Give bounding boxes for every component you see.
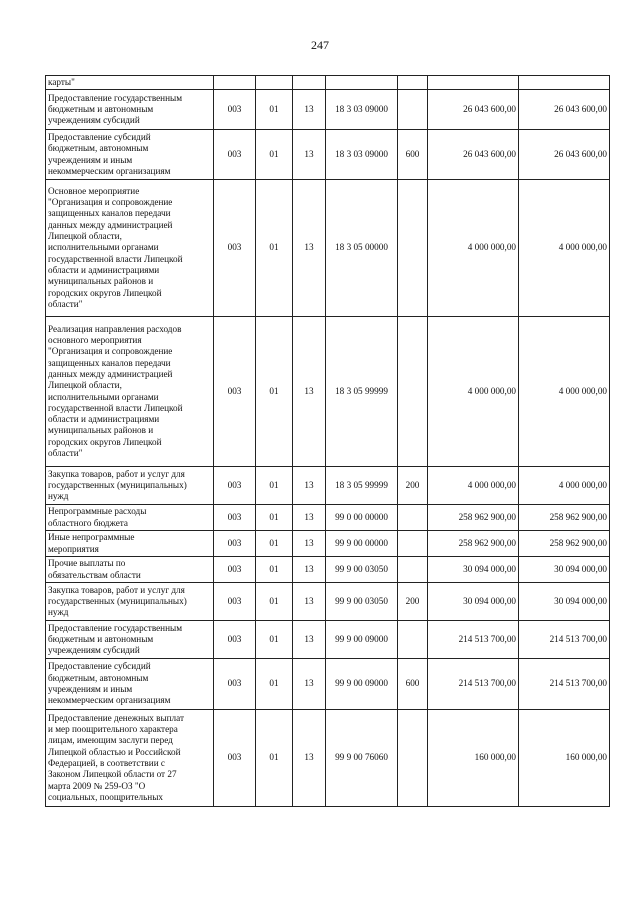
table-row xyxy=(46,76,610,90)
section-code: 01 xyxy=(256,180,293,317)
amount-second: 4 000 000,00 xyxy=(519,467,610,505)
table-row xyxy=(46,557,610,583)
subsection-code: 13 xyxy=(293,659,326,710)
table-row xyxy=(46,531,610,557)
target-article-code: 99 9 00 09000 xyxy=(326,621,398,659)
amount-first: 4 000 000,00 xyxy=(428,467,519,505)
section-code: 01 xyxy=(256,710,293,807)
dept-code: 003 xyxy=(214,130,256,180)
row-name: Реализация направления расходов основного мероприятия "Организация и сопровождение защищенных каналов передачи данных между администрацией Липецкой области, исполнительными органами государственной власти Липецкой области и администрациями муниципальных районов и городских округов Липецкой области" xyxy=(46,317,214,467)
row-name: Предоставление субсидий бюджетным, автономным учреждениям и иным некоммерческим организациям xyxy=(46,130,214,180)
expense-type-code xyxy=(398,531,428,557)
dept-code: 003 xyxy=(214,505,256,531)
expense-type-code xyxy=(398,317,428,467)
target-article-code: 18 3 03 09000 xyxy=(326,90,398,130)
table-row xyxy=(46,621,610,659)
table-row xyxy=(46,583,610,621)
section-code: 01 xyxy=(256,505,293,531)
expense-type-code xyxy=(398,90,428,130)
target-article-code: 99 9 00 76060 xyxy=(326,710,398,807)
subsection-code: 13 xyxy=(293,557,326,583)
amount-second: 258 962 900,00 xyxy=(519,505,610,531)
amount-second: 26 043 600,00 xyxy=(519,130,610,180)
row-name: Основное мероприятие "Организация и сопровождение защищенных каналов передачи данных между администрацией Липецкой области, исполнительными органами государственной власти Липецкой области и администрациями муниципальных районов и городских округов Липецкой области" xyxy=(46,180,214,317)
amount-second: 30 094 000,00 xyxy=(519,583,610,621)
expense-type-code: 200 xyxy=(398,467,428,505)
subsection-code: 13 xyxy=(293,180,326,317)
amount-first: 258 962 900,00 xyxy=(428,531,519,557)
table-row xyxy=(46,659,610,710)
table-row xyxy=(46,505,610,531)
expense-type-code xyxy=(398,710,428,807)
table-row xyxy=(46,90,610,130)
target-article-code xyxy=(326,76,398,90)
row-name: Закупка товаров, работ и услуг для государственных (муниципальных) нужд xyxy=(46,467,214,505)
section-code: 01 xyxy=(256,130,293,180)
section-code: 01 xyxy=(256,557,293,583)
budget-table xyxy=(45,75,610,807)
row-name: Непрограммные расходы областного бюджета xyxy=(46,505,214,531)
expense-type-code xyxy=(398,621,428,659)
subsection-code: 13 xyxy=(293,531,326,557)
amount-second: 30 094 000,00 xyxy=(519,557,610,583)
target-article-code: 99 9 00 03050 xyxy=(326,557,398,583)
row-name: Иные непрограммные мероприятия xyxy=(46,531,214,557)
dept-code: 003 xyxy=(214,710,256,807)
amount-first: 30 094 000,00 xyxy=(428,583,519,621)
row-name: Предоставление субсидий бюджетным, автономным учреждениям и иным некоммерческим организациям xyxy=(46,659,214,710)
expense-type-code: 200 xyxy=(398,583,428,621)
amount-second xyxy=(519,76,610,90)
dept-code: 003 xyxy=(214,659,256,710)
subsection-code: 13 xyxy=(293,467,326,505)
dept-code: 003 xyxy=(214,317,256,467)
table-row xyxy=(46,130,610,180)
row-name: Предоставление денежных выплат и мер поощрительного характера лицам, имеющим заслуги перед Липецкой областью и Российской Федерацией, в соответствии с Законом Липецкой области от 27 марта 2009 № 259-ОЗ "О социальных, поощрительных xyxy=(46,710,214,807)
expense-type-code xyxy=(398,557,428,583)
table-row xyxy=(46,710,610,807)
subsection-code: 13 xyxy=(293,505,326,531)
amount-second: 4 000 000,00 xyxy=(519,317,610,467)
amount-second: 214 513 700,00 xyxy=(519,621,610,659)
amount-first: 26 043 600,00 xyxy=(428,130,519,180)
expense-type-code: 600 xyxy=(398,130,428,180)
dept-code: 003 xyxy=(214,583,256,621)
target-article-code: 18 3 05 99999 xyxy=(326,467,398,505)
row-name: Предоставление государственным бюджетным и автономным учреждениям субсидий xyxy=(46,621,214,659)
target-article-code: 99 0 00 00000 xyxy=(326,505,398,531)
expense-type-code xyxy=(398,76,428,90)
amount-second: 26 043 600,00 xyxy=(519,90,610,130)
subsection-code: 13 xyxy=(293,583,326,621)
amount-second: 160 000,00 xyxy=(519,710,610,807)
amount-first xyxy=(428,76,519,90)
section-code: 01 xyxy=(256,583,293,621)
amount-first: 30 094 000,00 xyxy=(428,557,519,583)
amount-first: 258 962 900,00 xyxy=(428,505,519,531)
table-row xyxy=(46,180,610,317)
amount-first: 214 513 700,00 xyxy=(428,659,519,710)
dept-code: 003 xyxy=(214,621,256,659)
section-code: 01 xyxy=(256,90,293,130)
amount-second: 4 000 000,00 xyxy=(519,180,610,317)
subsection-code xyxy=(293,76,326,90)
dept-code: 003 xyxy=(214,467,256,505)
target-article-code: 99 9 00 03050 xyxy=(326,583,398,621)
row-name: Предоставление государственным бюджетным и автономным учреждениям субсидий xyxy=(46,90,214,130)
section-code: 01 xyxy=(256,317,293,467)
amount-second: 258 962 900,00 xyxy=(519,531,610,557)
row-name: Закупка товаров, работ и услуг для государственных (муниципальных) нужд xyxy=(46,583,214,621)
dept-code: 003 xyxy=(214,180,256,317)
table-row xyxy=(46,317,610,467)
amount-first: 160 000,00 xyxy=(428,710,519,807)
subsection-code: 13 xyxy=(293,710,326,807)
section-code xyxy=(256,76,293,90)
page-number: 247 xyxy=(311,38,329,52)
amount-first: 214 513 700,00 xyxy=(428,621,519,659)
table-row xyxy=(46,467,610,505)
section-code: 01 xyxy=(256,531,293,557)
row-name: Прочие выплаты по обязательствам области xyxy=(46,557,214,583)
subsection-code: 13 xyxy=(293,130,326,180)
table-body xyxy=(46,76,610,807)
dept-code: 003 xyxy=(214,557,256,583)
expense-type-code xyxy=(398,180,428,317)
target-article-code: 99 9 00 09000 xyxy=(326,659,398,710)
target-article-code: 99 9 00 00000 xyxy=(326,531,398,557)
section-code: 01 xyxy=(256,467,293,505)
target-article-code: 18 3 05 00000 xyxy=(326,180,398,317)
amount-first: 4 000 000,00 xyxy=(428,317,519,467)
amount-first: 26 043 600,00 xyxy=(428,90,519,130)
dept-code: 003 xyxy=(214,90,256,130)
dept-code xyxy=(214,76,256,90)
target-article-code: 18 3 05 99999 xyxy=(326,317,398,467)
dept-code: 003 xyxy=(214,531,256,557)
expense-type-code xyxy=(398,505,428,531)
expense-type-code: 600 xyxy=(398,659,428,710)
subsection-code: 13 xyxy=(293,317,326,467)
section-code: 01 xyxy=(256,621,293,659)
subsection-code: 13 xyxy=(293,621,326,659)
target-article-code: 18 3 03 09000 xyxy=(326,130,398,180)
subsection-code: 13 xyxy=(293,90,326,130)
section-code: 01 xyxy=(256,659,293,710)
amount-first: 4 000 000,00 xyxy=(428,180,519,317)
row-name: карты" xyxy=(46,76,214,90)
amount-second: 214 513 700,00 xyxy=(519,659,610,710)
